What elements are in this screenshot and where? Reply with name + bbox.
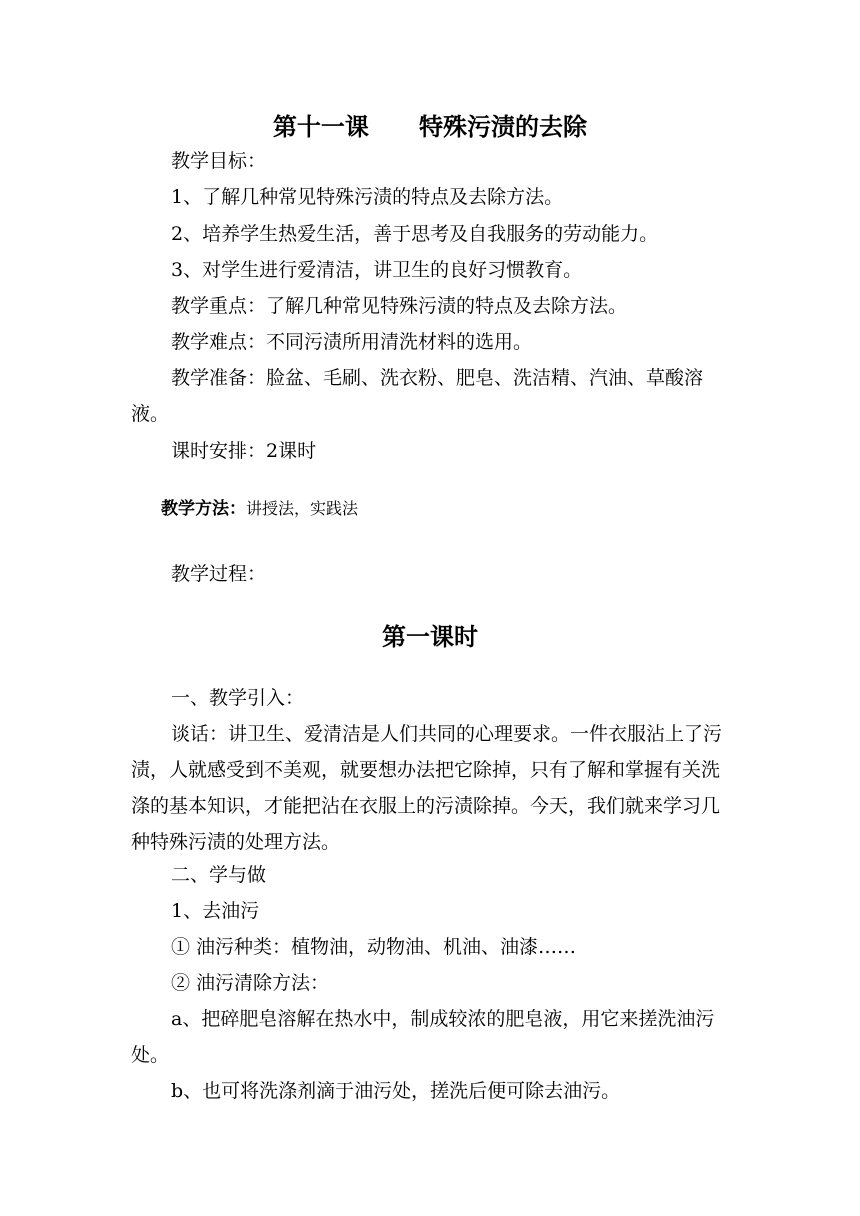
method-b: b、也可将洗涤剂滴于油污处，搓洗后便可除去油污。 <box>171 1080 621 1102</box>
intro-paragraph: 谈话：讲卫生、爱清洁是人们共同的心理要求。一件衣服沾上了污渍，人就感受到不美观，就要想办法把它除掉，只有了解和掌握有关洗涤的基本知识，才能把沾在衣服上的污渍除掉。今天，我们就来学习几种特殊污渍的处理方法。 <box>131 723 723 853</box>
schedule: 课时安排：2课时 <box>171 440 317 462</box>
objective-1: 1、了解几种常见特殊污渍的特点及去除方法。 <box>171 186 564 208</box>
intro-heading: 一、教学引入： <box>171 687 305 709</box>
process-heading: 教学过程： <box>171 563 267 585</box>
objective-3: 3、对学生进行爱清洁，讲卫生的良好习惯教育。 <box>171 259 583 281</box>
oil-methods-heading: ② 油污清除方法： <box>171 972 330 994</box>
oil-types: ① 油污种类：植物油，动物油、机油、油漆…… <box>171 936 577 958</box>
method-a: a、把碎肥皂溶解在热水中，制成较浓的肥皂液，用它来搓洗油污处。 <box>131 1008 715 1066</box>
teaching-method-label: 教学方法： <box>161 499 246 519</box>
item1-heading: 1、去油污 <box>171 900 260 922</box>
preparation: 教学准备：脸盆、毛刷、洗衣粉、肥皂、洗洁精、汽油、草酸溶液。 <box>131 367 704 425</box>
teaching-method <box>161 497 358 521</box>
section-title: 第一课时 <box>382 622 478 651</box>
teaching-method-value: 讲授法，实践法 <box>246 499 359 518</box>
part2-heading: 二、学与做 <box>171 864 267 886</box>
objectives-heading: 教学目标： <box>171 150 267 172</box>
lesson-title: 第十一课 特殊污渍的去除 <box>272 112 588 141</box>
key-point: 教学重点：了解几种常见特殊污渍的特点及去除方法。 <box>171 295 628 317</box>
objective-2: 2、培养学生热爱生活，善于思考及自我服务的劳动能力。 <box>171 223 659 245</box>
difficulty: 教学难点：不同污渍所用清洗材料的选用。 <box>171 331 533 353</box>
